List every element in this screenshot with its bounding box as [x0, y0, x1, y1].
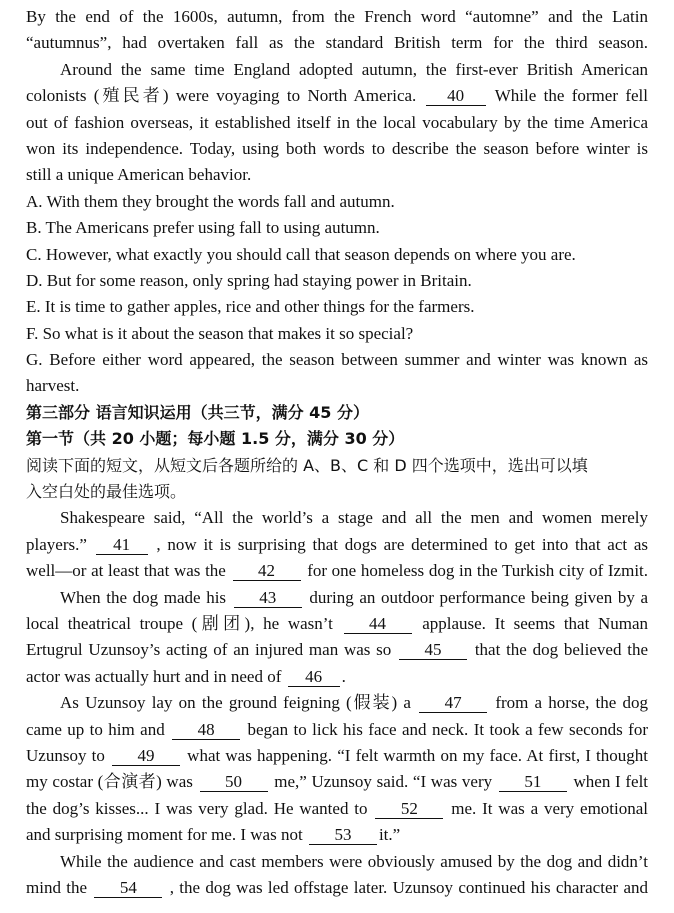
cloze-text: players.”: [26, 534, 87, 554]
option-f: F. So what is it about the season that makes it so special?: [26, 323, 414, 343]
cloze-text: , now it is surprising that dogs are determined to get into that act as: [156, 534, 648, 554]
cloze-text: well—or at least that was the: [26, 561, 226, 581]
cloze-line: [26, 585, 648, 611]
answer-blank-49: 49: [112, 746, 180, 766]
passage-line: “autumnus”, had overtaken fall as the standard British term for the third season.: [26, 33, 648, 53]
cloze-line: [26, 664, 648, 690]
passage-line: won its independence. Today, using both words to describe the season before winter is: [26, 138, 648, 158]
answer-blank-47: 47: [419, 693, 487, 713]
cloze-text: .: [341, 666, 346, 686]
option-b: B. The Americans prefer using fall to using autumn.: [26, 218, 380, 238]
cloze-text: mind the: [26, 877, 88, 897]
option-d: D. But for some reason, only spring had staying power in Britain.: [26, 270, 472, 290]
passage-line: still a unique American behavior.: [26, 165, 252, 185]
answer-blank-52: 52: [375, 799, 443, 819]
passage-line: out of fashion overseas, it established itself in the local vocabulary by the time America: [26, 112, 648, 132]
passage-line: By the end of the 1600s, autumn, from the French word “automne” and the Latin: [26, 7, 648, 26]
passage-line: Around the same time England adopted autumn, the first-ever British American: [60, 59, 648, 79]
option-g: G. Before either word appeared, the season between summer and winter was known as: [26, 350, 648, 370]
cloze-line: [26, 558, 648, 584]
cloze-line: [26, 611, 648, 637]
cloze-line: [26, 690, 648, 716]
cloze-text: when I felt: [573, 772, 648, 792]
cloze-text: for one homeless dog in the Turkish city of Izmit.: [307, 561, 648, 581]
cloze-text: during an outdoor performance being given by a: [309, 587, 648, 607]
answer-blank-51: 51: [499, 772, 567, 792]
cloze-text: applause. It seems that Numan: [422, 613, 648, 633]
cloze-line: [26, 532, 648, 558]
cloze-text: what was happening. “I felt warmth on my face. At first, I thought: [187, 745, 648, 765]
answer-blank-42: 42: [233, 561, 301, 581]
answer-blank-44: 44: [344, 614, 412, 634]
answer-blank-48: 48: [172, 720, 240, 740]
cloze-text: , the dog was led offstage later. Uzunsoy continued his character and: [169, 877, 648, 897]
option-a: A. With them they brought the words fall and autumn.: [26, 191, 395, 211]
cloze-line: [26, 717, 648, 743]
answer-blank-50: 50: [200, 772, 268, 792]
answer-blank-43: 43: [234, 588, 302, 608]
cloze-text: and surprising moment for me. I was not: [26, 825, 303, 845]
passage-text: colonists (殖民者) were voyaging to North America.: [26, 86, 417, 106]
answer-blank-53: 53: [309, 825, 377, 845]
section-subtitle: 第一节（共 20 小题；每小题 1.5 分，满分 30 分）: [26, 429, 405, 449]
cloze-line: [26, 796, 648, 822]
cloze-text: actor was actually hurt and in need of: [26, 666, 282, 686]
answer-blank-54: 54: [94, 878, 162, 898]
cloze-text: me,” Uzunsoy said. “I was very: [274, 772, 493, 792]
cloze-line: While the audience and cast members were obviously amused by the dog and didn’t: [60, 851, 648, 871]
cloze-text: it.”: [378, 825, 401, 845]
part-title: 第三部分 语言知识运用（共三节，满分 45 分）: [26, 402, 369, 422]
cloze-text: my costar (合演者) was: [26, 772, 193, 792]
answer-blank-40: 40: [426, 86, 486, 106]
cloze-text: As Uzunsoy lay on the ground feigning (假装) a: [60, 693, 411, 713]
instructions: 入空白处的最佳选项。: [26, 482, 187, 502]
answer-blank-46: 46: [288, 667, 340, 687]
cloze-line: Shakespeare said, “All the world’s a stage and all the men and women merely: [60, 508, 648, 528]
passage-text: While the former fell: [494, 86, 648, 106]
cloze-line: [26, 875, 648, 901]
cloze-line: [26, 822, 648, 848]
answer-blank-41: 41: [96, 535, 148, 555]
option-g-continued: harvest.: [26, 376, 80, 396]
cloze-text: me. It was a very emotional: [451, 798, 648, 818]
cloze-line: [26, 769, 648, 795]
cloze-text: the dog’s kisses... I was very glad. He wanted to: [26, 798, 368, 818]
instructions: 阅读下面的短文，从短文后各题所给的 A、B、C 和 D 四个选项中，选出可以填: [26, 455, 588, 475]
cloze-line: [26, 743, 648, 769]
passage-line: [26, 83, 648, 109]
cloze-text: When the dog made his: [60, 587, 227, 607]
cloze-line: [26, 637, 648, 663]
option-e: E. It is time to gather apples, rice and other things for the farmers.: [26, 297, 475, 317]
cloze-text: from a horse, the dog: [495, 693, 648, 713]
cloze-text: Uzunsoy to: [26, 745, 105, 765]
cloze-text: local theatrical troupe (剧团), he wasn’t: [26, 613, 333, 633]
cloze-text: that the dog believed the: [474, 640, 648, 660]
cloze-text: came up to him and: [26, 719, 165, 739]
option-c: C. However, what exactly you should call that season depends on where you are.: [26, 244, 576, 264]
cloze-text: Ertugrul Uzunsoy’s acting of an injured man was so: [26, 640, 392, 660]
answer-blank-45: 45: [399, 640, 467, 660]
cloze-text: began to lick his face and neck. It took a few seconds for: [247, 719, 648, 739]
